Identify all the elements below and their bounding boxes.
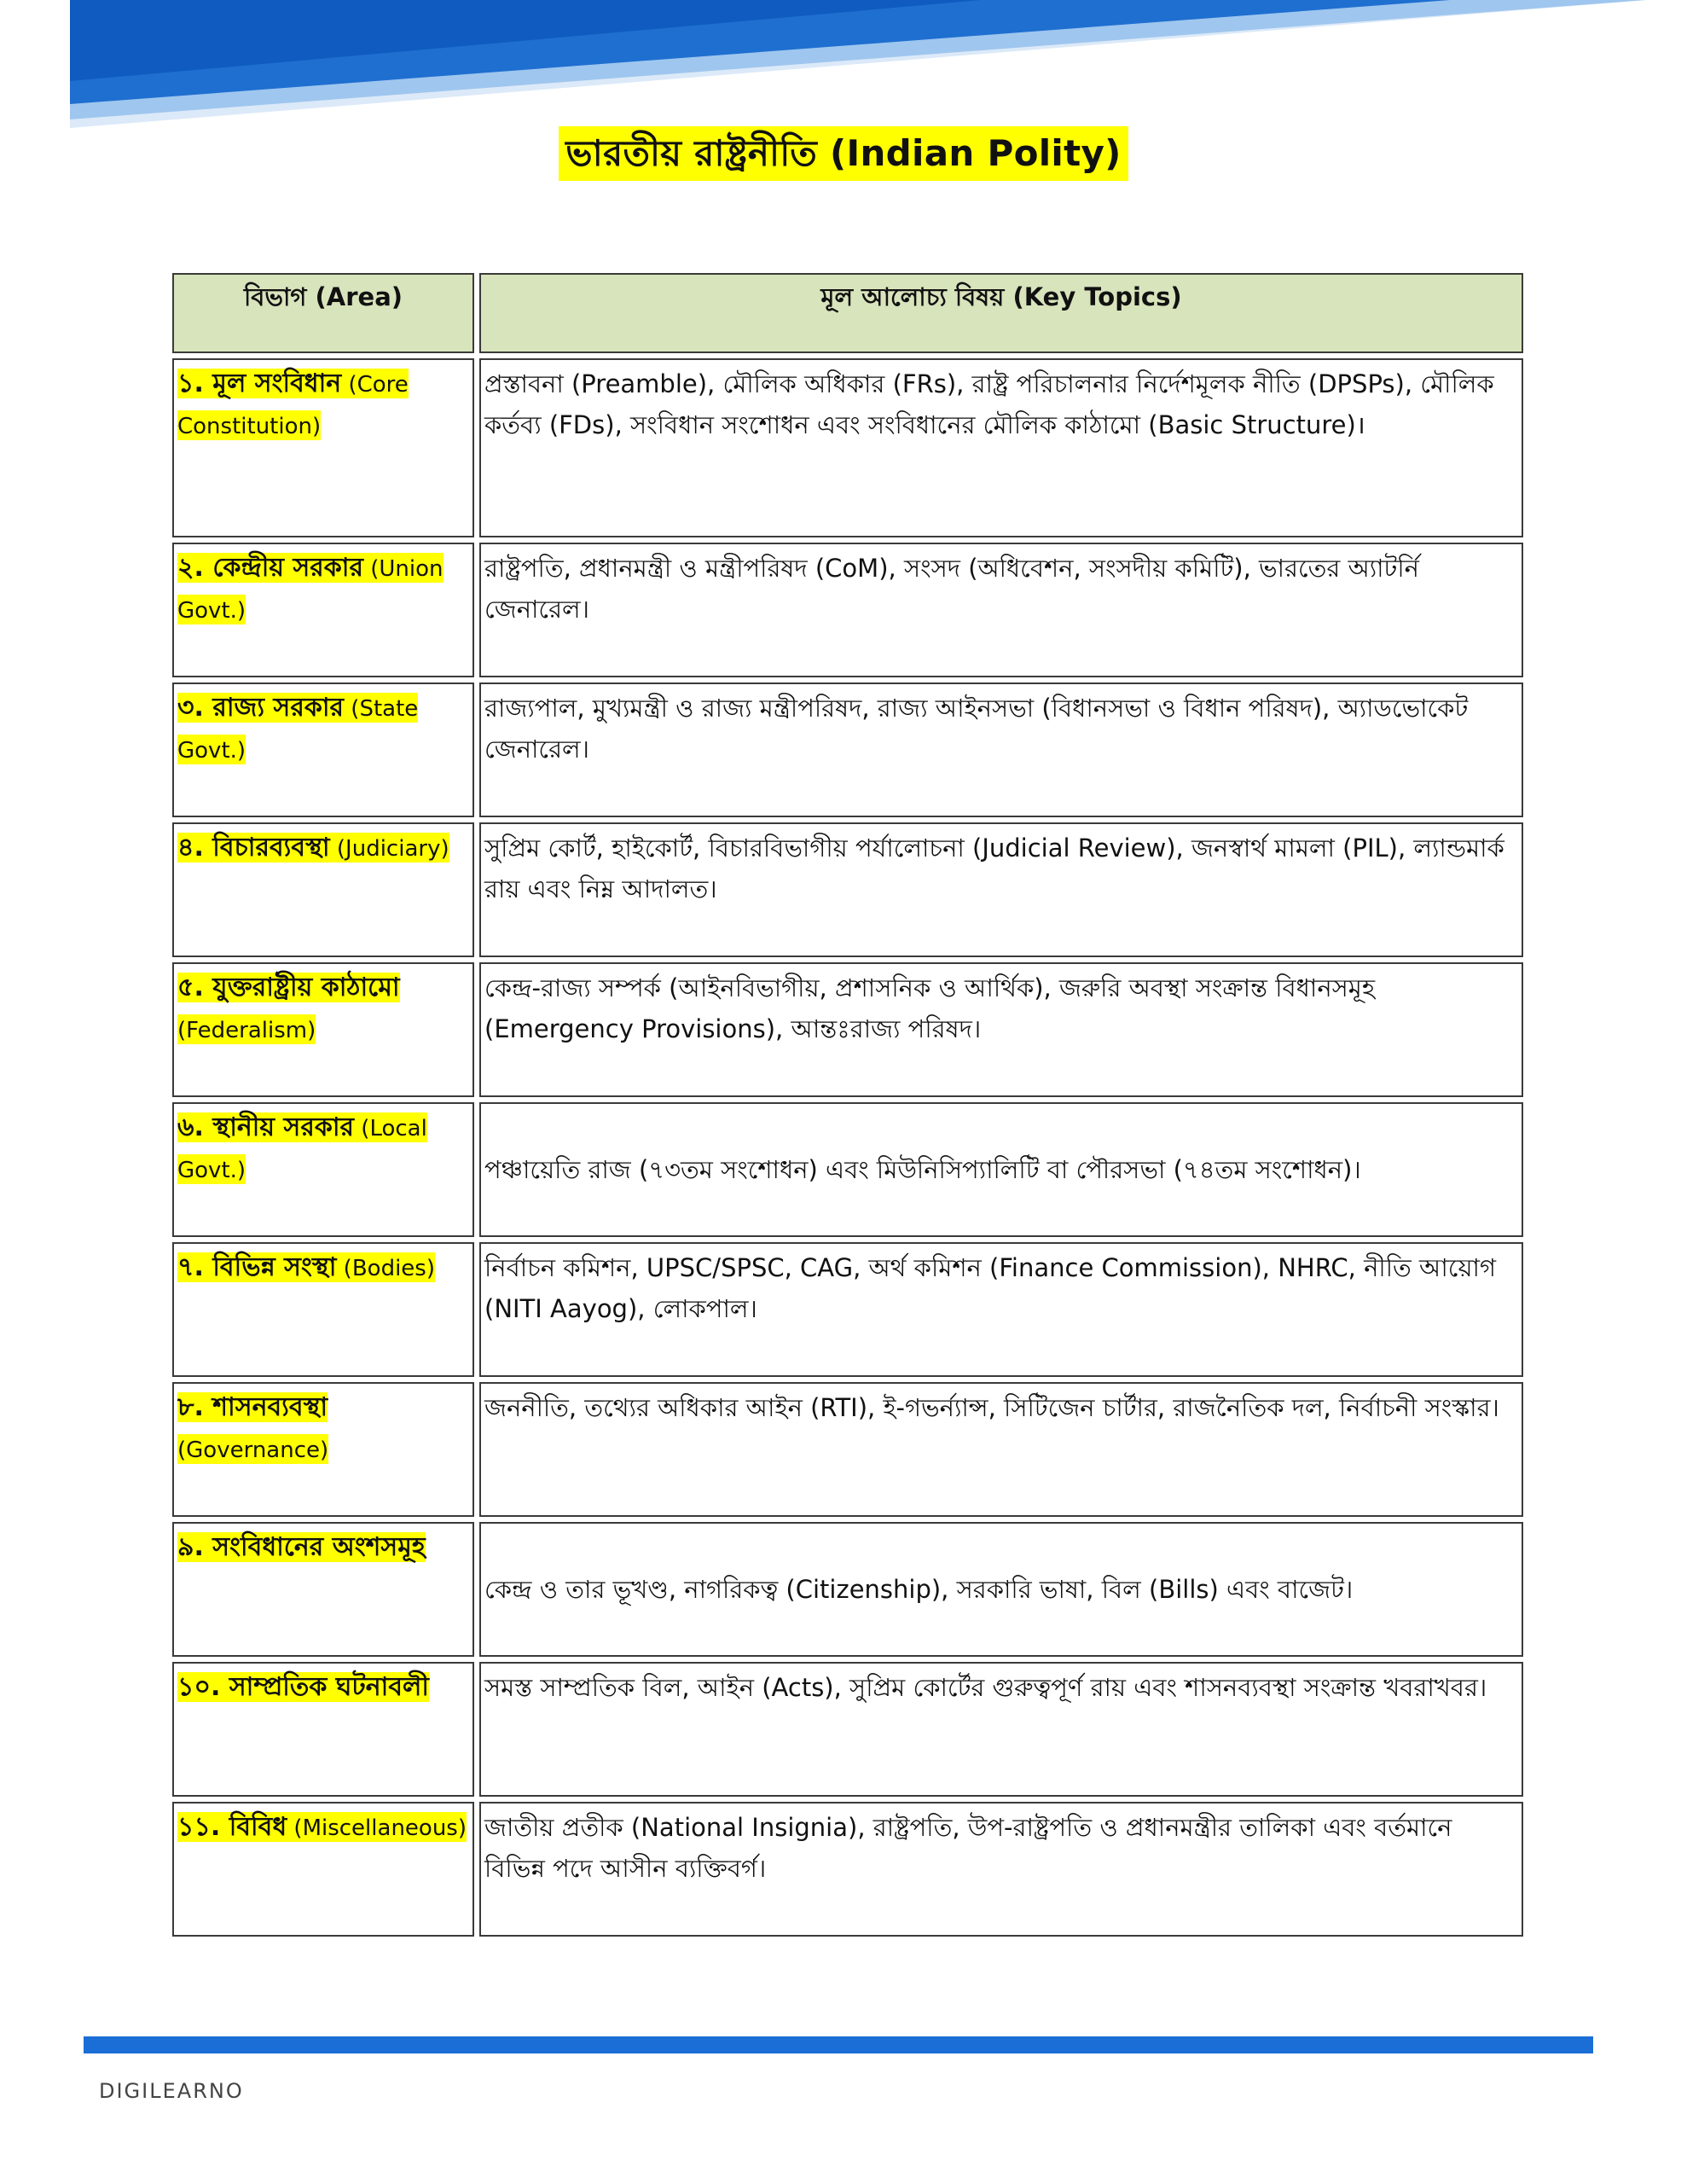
area-name: ১০. সাম্প্রতিক ঘটনাবলী [177, 1672, 429, 1702]
table-row [172, 682, 1523, 817]
page-title: ভারতীয় রাষ্ট্রনীতি (Indian Polity) [559, 126, 1128, 181]
area-english: (Bodies) [336, 1256, 435, 1281]
area-cell [172, 358, 474, 537]
area-english: (Miscellaneous) [287, 1815, 467, 1841]
area-highlight [177, 1532, 426, 1562]
area-cell [172, 682, 474, 817]
area-name: ১১. বিবিধ [177, 1812, 287, 1842]
area-name: ৯. সংবিধানের অংশসমূহ [177, 1532, 426, 1562]
area-cell [172, 1662, 474, 1797]
area-name: ২. কেন্দ্রীয় সরকার [177, 553, 363, 583]
area-english: (Local Govt.) [177, 1116, 427, 1183]
area-name: ৫. যুক্তরাষ্ট্রীয় কাঠামো [177, 973, 400, 1002]
table-row [172, 543, 1523, 677]
table-row [172, 1802, 1523, 1937]
area-highlight [177, 553, 443, 624]
area-highlight [177, 369, 409, 440]
area-name: ৪. বিচারব্যবস্থা [177, 833, 330, 863]
area-english: (Governance) [177, 1438, 329, 1463]
area-english: (State Govt.) [177, 696, 419, 764]
area-cell [172, 1382, 474, 1517]
table-row [172, 1242, 1523, 1377]
footer-brand: DIGILEARNO [99, 2079, 244, 2103]
header-banner [0, 0, 1687, 145]
area-english: (Union Govt.) [177, 556, 443, 624]
area-cell [172, 1522, 474, 1657]
topics-cell: জননীতি, তথ্যের অধিকার আইন (RTI), ই-গভর্ন্যান্স, সিটিজেন চার্টার, রাজনৈতিক দল, নির্বাচনী সংস্কার। [479, 1382, 1523, 1517]
topics-cell: প্রস্তাবনা (Preamble), মৌলিক অধিকার (FRs), রাষ্ট্র পরিচালনার নির্দেশমূলক নীতি (DPSPs), মৌলিক কর্তব্য (FDs), সংবিধান সংশোধন এবং সংবিধানের মৌলিক কাঠামো (Basic Structure)। [479, 358, 1523, 537]
header-area: বিভাগ (Area) [172, 273, 474, 353]
table-row [172, 962, 1523, 1097]
topics-cell: কেন্দ্র-রাজ্য সম্পর্ক (আইনবিভাগীয়, প্রশাসনিক ও আর্থিক), জরুরি অবস্থা সংক্রান্ত বিধানসমূহ (Emergency Provisions), আন্তঃরাজ্য পরিষদ। [479, 962, 1523, 1097]
footer-rule [84, 2036, 1593, 2053]
table-row [172, 1522, 1523, 1657]
area-name: ৬. স্থানীয় সরকার [177, 1112, 355, 1142]
area-highlight [177, 1252, 435, 1282]
topics-cell: রাষ্ট্রপতি, প্রধানমন্ত্রী ও মন্ত্রীপরিষদ (CoM), সংসদ (অধিবেশন, সংসদীয় কমিটি), ভারতের অ্যাটর্নি জেনারেল। [479, 543, 1523, 677]
area-cell [172, 822, 474, 957]
table-header-row [172, 273, 1523, 353]
area-cell [172, 962, 474, 1097]
table-row [172, 358, 1523, 537]
topics-cell: নির্বাচন কমিশন, UPSC/SPSC, CAG, অর্থ কমিশন (Finance Commission), NHRC, নীতি আয়োগ (NITI Aayog), লোকপাল। [479, 1242, 1523, 1377]
area-highlight [177, 1672, 429, 1702]
area-name: ১. মূল সংবিধান [177, 369, 342, 398]
area-name: ৩. রাজ্য সরকার [177, 693, 345, 723]
area-english: (Judiciary) [329, 836, 449, 862]
area-highlight [177, 1812, 467, 1842]
topics-cell: পঞ্চায়েতি রাজ (৭৩তম সংশোধন) এবং মিউনিসিপ্যালিটি বা পৌরসভা (৭৪তম সংশোধন)। [479, 1102, 1523, 1237]
area-name: ৮. শাসনব্যবস্থা [177, 1392, 328, 1422]
area-cell [172, 1102, 474, 1237]
area-english: (Federalism) [177, 1018, 316, 1043]
table-row [172, 822, 1523, 957]
area-highlight [177, 833, 449, 863]
polity-table [167, 268, 1528, 1942]
topics-cell: রাজ্যপাল, মুখ্যমন্ত্রী ও রাজ্য মন্ত্রীপরিষদ, রাজ্য আইনসভা (বিধানসভা ও বিধান পরিষদ), অ্যাডভোকেট জেনারেল। [479, 682, 1523, 817]
area-highlight [177, 693, 418, 764]
table-row [172, 1382, 1523, 1517]
area-name: ৭. বিভিন্ন সংস্থা [177, 1252, 337, 1282]
table-row [172, 1102, 1523, 1237]
area-cell [172, 1802, 474, 1937]
area-english: (Core Constitution) [177, 372, 409, 439]
topics-cell: জাতীয় প্রতীক (National Insignia), রাষ্ট্রপতি, উপ-রাষ্ট্রপতি ও প্রধানমন্ত্রীর তালিকা এবং বর্তমানে বিভিন্ন পদে আসীন ব্যক্তিবর্গ। [479, 1802, 1523, 1937]
topics-cell: সুপ্রিম কোর্ট, হাইকোর্ট, বিচারবিভাগীয় পর্যালোচনা (Judicial Review), জনস্বার্থ মামলা (PIL), ল্যান্ডমার্ক রায় এবং নিম্ন আদালত। [479, 822, 1523, 957]
topics-cell: সমস্ত সাম্প্রতিক বিল, আইন (Acts), সুপ্রিম কোর্টের গুরুত্বপূর্ণ রায় এবং শাসনব্যবস্থা সংক্রান্ত খবরাখবর। [479, 1662, 1523, 1797]
topics-cell: কেন্দ্র ও তার ভূখণ্ড, নাগরিকত্ব (Citizenship), সরকারি ভাষা, বিল (Bills) এবং বাজেট। [479, 1522, 1523, 1657]
area-highlight [177, 1392, 328, 1464]
area-highlight [177, 1112, 427, 1184]
header-topics: মূল আলোচ্য বিষয় (Key Topics) [479, 273, 1523, 353]
area-highlight [177, 973, 400, 1044]
table-row [172, 1662, 1523, 1797]
area-cell [172, 543, 474, 677]
area-cell [172, 1242, 474, 1377]
